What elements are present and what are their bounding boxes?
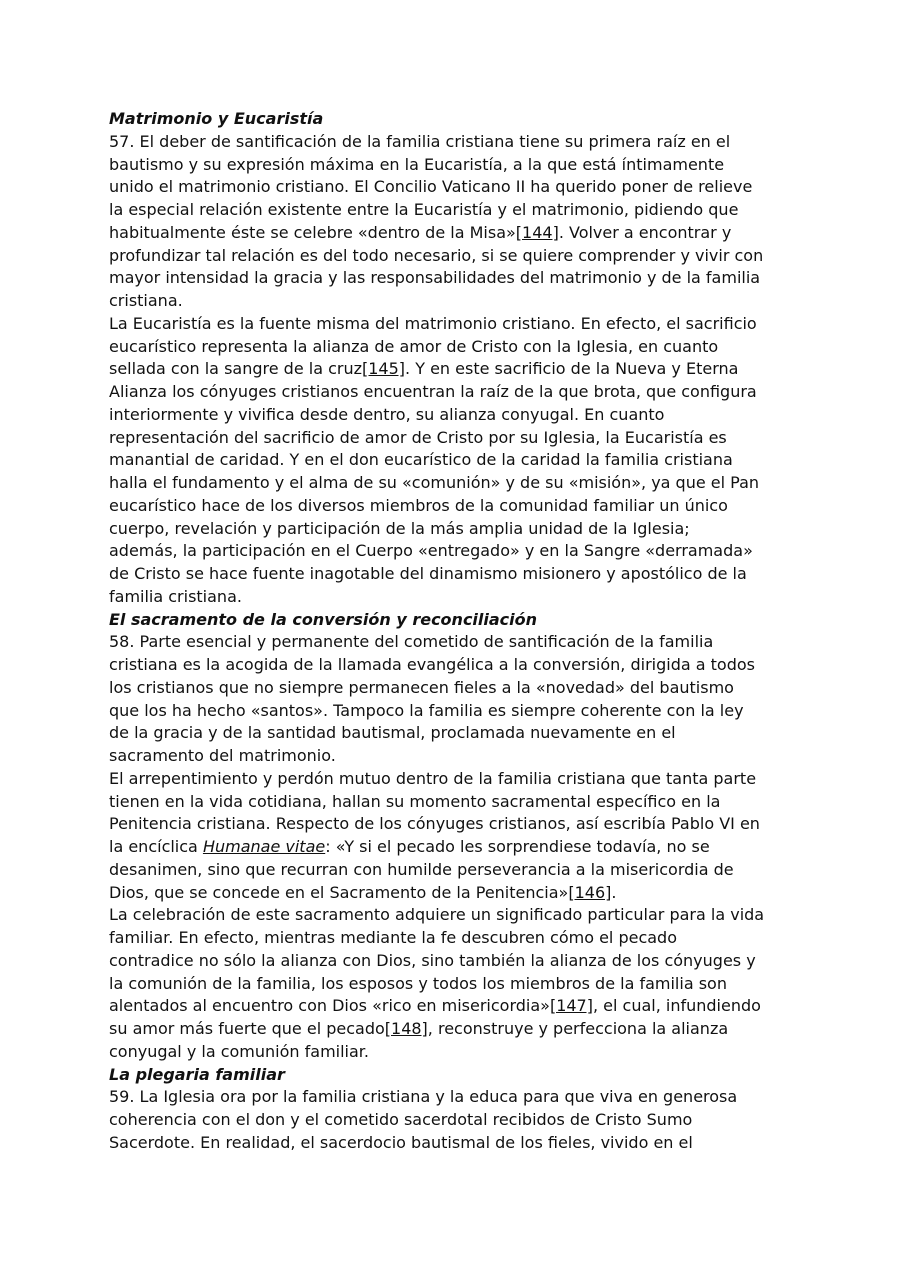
text-line (109, 381, 764, 404)
text-segment: la encíclica (109, 837, 203, 856)
text-line (109, 131, 764, 154)
text-segment: familiar. En efecto, mientras mediante la fe descubren cómo el pecado (109, 928, 677, 947)
text-segment: . Y en este sacrificio de la Nueva y Eterna (405, 359, 739, 379)
footnote-link[interactable]: [148] (384, 1019, 428, 1038)
text-segment: la comunión de la familia, los esposos y todos los miembros de la familia son (109, 973, 727, 993)
text-line (109, 358, 764, 381)
text-line (109, 245, 764, 268)
text-segment: conyugal y la comunión familiar. (109, 1041, 369, 1061)
text-line (109, 1018, 764, 1041)
text-segment: eucarístico hace de los diversos miembros de la comunidad familiar un único (109, 495, 728, 515)
text-line (109, 222, 764, 245)
text-segment: que los ha hecho «santos». Tampoco la familia es siempre coherente con la ley (109, 700, 744, 720)
text-segment: , el cual, infundiendo (592, 996, 761, 1016)
text-segment: tienen en la vida cotidiana, hallan su momento sacramental específico en la (109, 791, 721, 811)
text-line (109, 745, 764, 768)
section-heading (109, 609, 764, 632)
text-segment: bautismo y su expresión máxima en la Eucaristía, a la que está íntimamente (109, 154, 725, 174)
text-segment: desanimen, sino que recurran con humilde perseverancia a la misericordia de (109, 859, 734, 879)
text-line (109, 563, 764, 586)
text-line (109, 1109, 764, 1132)
text-line (109, 1132, 764, 1155)
document-page (109, 108, 764, 1155)
text-segment: El arrepentimiento y perdón mutuo dentro de la familia cristiana que tanta parte (109, 768, 757, 788)
text-line (109, 768, 764, 791)
text-segment: cristiana es la acogida de la llamada evangélica a la conversión, dirigida a todos (109, 655, 755, 674)
text-segment: familia cristiana. (109, 586, 242, 606)
text-line (109, 586, 764, 609)
text-segment: eucarístico representa la alianza de amor de Cristo con la Iglesia, en cuanto (109, 336, 719, 356)
text-segment: habitualmente éste se celebre «dentro de la Misa» (109, 222, 516, 242)
text-line (109, 1086, 764, 1109)
text-segment: coherencia con el don y el cometido sacerdotal recibidos de Cristo Sumo (109, 1110, 693, 1129)
text-segment: Sacerdote. En realidad, el sacerdocio bautismal de los fieles, vivido en el (109, 1132, 693, 1152)
text-segment: mayor intensidad la gracia y las responsabilidades del matrimonio y de la familia (109, 268, 761, 288)
text-line (109, 154, 764, 177)
text-line (109, 472, 764, 495)
text-segment: , reconstruye y perfecciona la alianza (427, 1019, 729, 1038)
text-segment: además, la participación en el Cuerpo «entregado» y en la Sangre «derramada» (109, 541, 753, 561)
text-segment: la especial relación existente entre la Eucaristía y el matrimonio, pidiendo que (109, 200, 739, 219)
text-segment: cristiana. (109, 291, 183, 310)
text-segment: contradice no sólo la alianza con Dios, sino también la alianza de los cónyuges y (109, 950, 756, 970)
text-line (109, 404, 764, 427)
text-line (109, 313, 764, 336)
text-segment: manantial de caridad. Y en el don eucarístico de la caridad la familia cristiana (109, 450, 733, 470)
footnote-link[interactable]: [145] (362, 359, 406, 379)
text-line (109, 631, 764, 654)
text-line (109, 836, 764, 859)
text-segment: . (611, 882, 617, 902)
section-heading (109, 108, 764, 131)
text-segment: profundizar tal relación es del todo necesario, si se quiere comprender y vivir con (109, 245, 764, 265)
text-segment: cuerpo, revelación y participación de la más amplia unidad de la Iglesia; (109, 518, 690, 538)
text-segment: . Volver a encontrar y (558, 222, 732, 242)
text-line (109, 1041, 764, 1064)
section-heading (109, 1064, 764, 1087)
text-line (109, 176, 764, 199)
text-segment: representación del sacrificio de amor de Cristo por su Iglesia, la Eucaristía es (109, 427, 727, 447)
footnote-link[interactable]: [144] (515, 222, 559, 242)
text-line (109, 791, 764, 814)
text-segment: de Cristo se hace fuente inagotable del dinamismo misionero y apostólico de la (109, 564, 747, 583)
text-segment: La Eucaristía es la fuente misma del matrimonio cristiano. En efecto, el sacrificio (109, 313, 757, 333)
encyclical-link[interactable]: Humanae vitae (202, 837, 326, 856)
footnote-link[interactable]: [146] (568, 882, 612, 902)
text-segment: su amor más fuerte que el pecado (109, 1019, 385, 1038)
text-segment: los cristianos que no siempre permanecen fieles a la «novedad» del bautismo (109, 677, 734, 697)
text-segment: unido el matrimonio cristiano. El Concilio Vaticano II ha querido poner de relieve (109, 177, 753, 197)
text-segment: Alianza los cónyuges cristianos encuentran la raíz de la que brota, que configura (109, 382, 757, 401)
text-segment: interiormente y vivifica desde dentro, su alianza conyugal. En cuanto (109, 404, 665, 424)
text-segment: Penitencia cristiana. Respecto de los cónyuges cristianos, así escribía Pablo VI en (109, 814, 760, 834)
text-line (109, 950, 764, 973)
text-line (109, 518, 764, 541)
text-segment: 57. El deber de santificación de la familia cristiana tiene su primera raíz en el (109, 131, 731, 151)
text-segment: La plegaria familiar (109, 1064, 285, 1084)
text-line (109, 813, 764, 836)
text-segment: : «Y si el pecado les sorprendiese todavía, no se (325, 837, 710, 856)
text-line (109, 927, 764, 950)
text-segment: 59. La Iglesia ora por la familia cristiana y la educa para que viva en generosa (109, 1087, 738, 1107)
text-segment: Matrimonio y Eucaristía (109, 109, 324, 128)
text-segment: alentados al encuentro con Dios «rico en misericordia» (109, 996, 550, 1016)
text-segment: halla el fundamento y el alma de su «comunión» y de su «misión», ya que el Pan (109, 473, 760, 492)
text-line (109, 700, 764, 723)
text-line (109, 859, 764, 882)
text-segment: de la gracia y de la santidad bautismal, proclamada nuevamente en el (109, 723, 676, 743)
footnote-link[interactable]: [147] (549, 996, 593, 1016)
text-line (109, 427, 764, 450)
text-segment: El sacramento de la conversión y reconciliación (109, 609, 538, 629)
text-line (109, 449, 764, 472)
text-line (109, 654, 764, 677)
text-line (109, 995, 764, 1018)
text-line (109, 290, 764, 313)
text-line (109, 495, 764, 518)
text-line (109, 904, 764, 927)
text-segment: 58. Parte esencial y permanente del cometido de santificación de la familia (109, 632, 714, 652)
text-line (109, 722, 764, 745)
text-line (109, 677, 764, 700)
text-segment: sacramento del matrimonio. (109, 746, 336, 765)
text-segment: sellada con la sangre de la cruz (109, 359, 362, 379)
text-line (109, 199, 764, 222)
text-line (109, 267, 764, 290)
text-segment: Dios, que se concede en el Sacramento de la Penitencia» (109, 882, 569, 902)
text-line (109, 336, 764, 359)
text-line (109, 882, 764, 905)
text-segment: La celebración de este sacramento adquiere un significado particular para la vida (109, 905, 765, 925)
text-line (109, 540, 764, 563)
text-line (109, 973, 764, 996)
